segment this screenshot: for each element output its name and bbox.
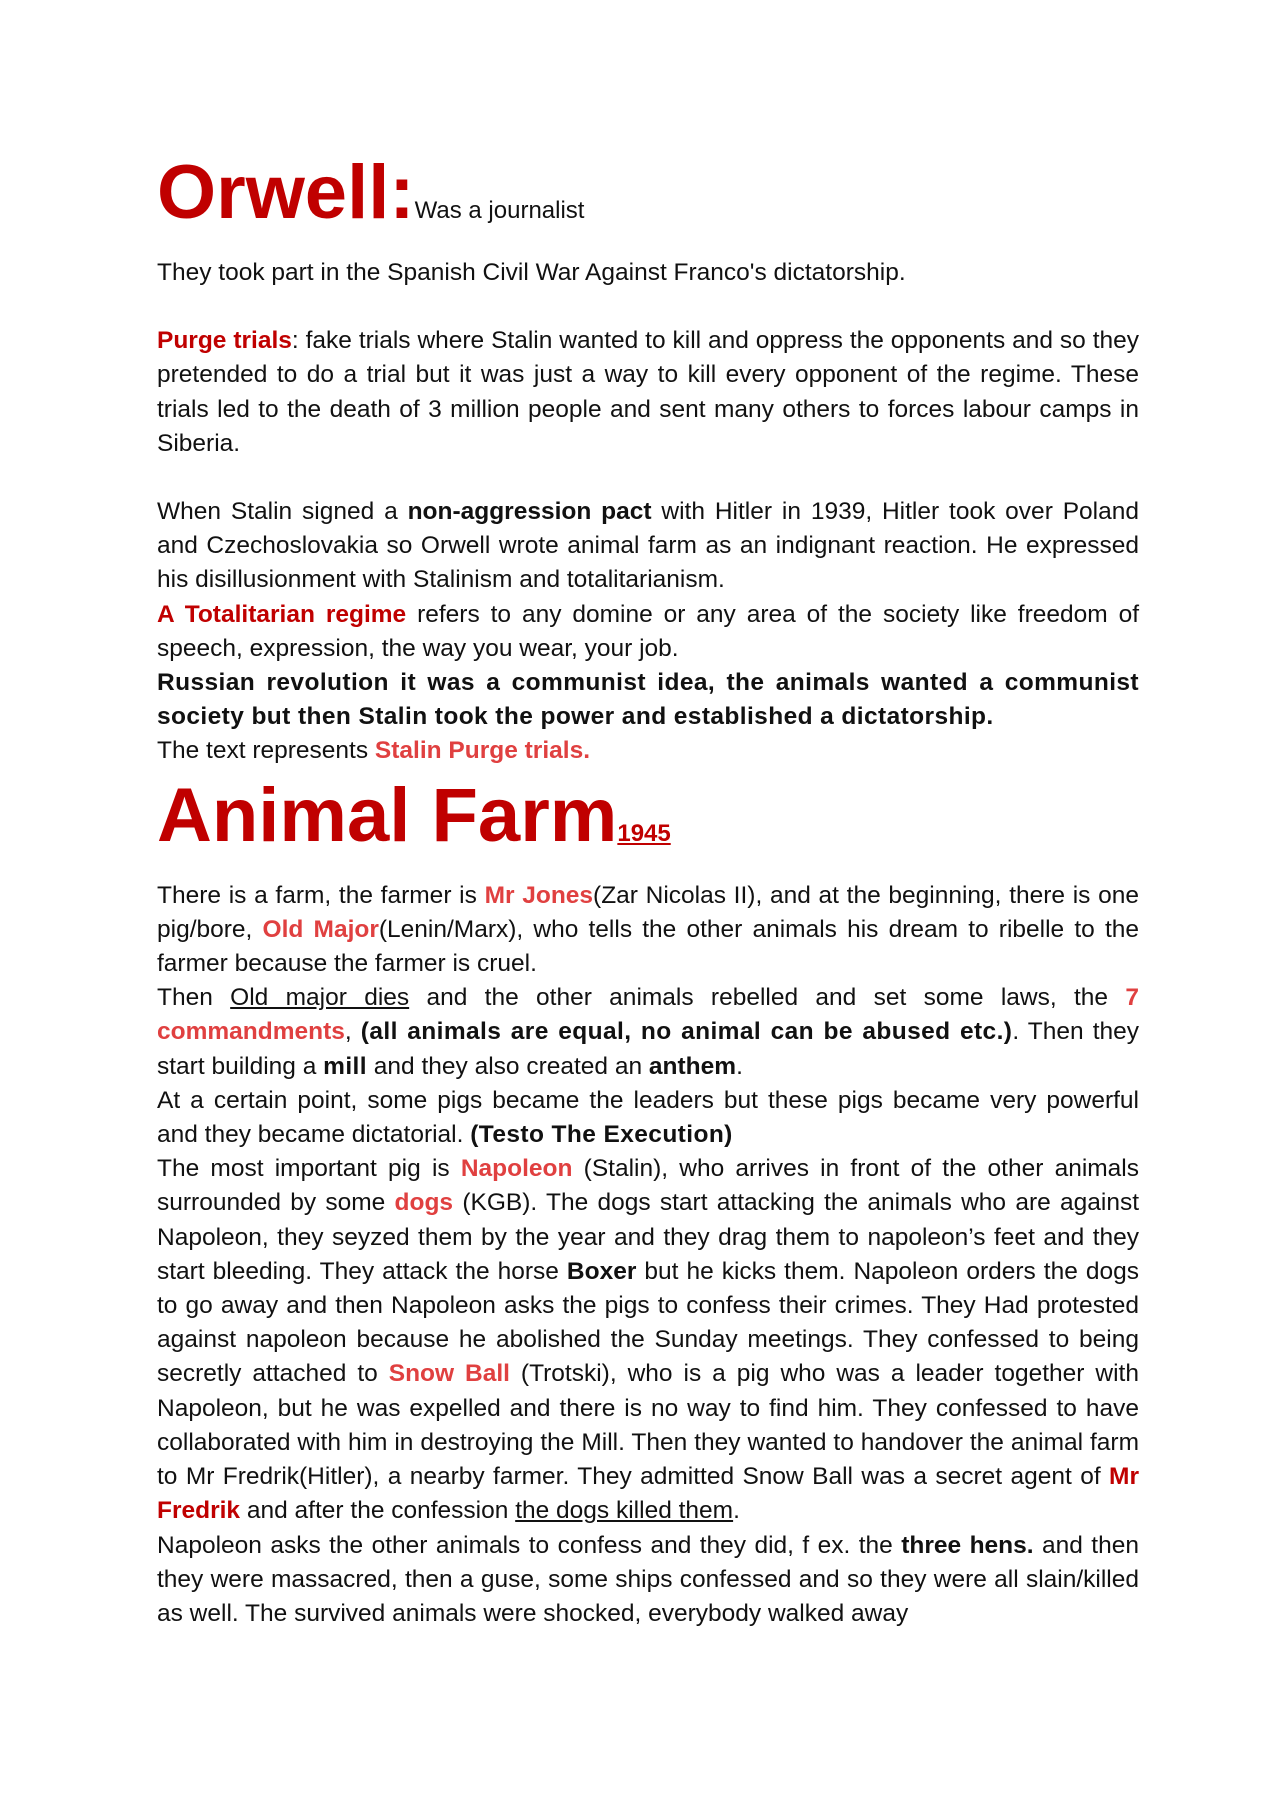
paragraph-russian-revolution: Russian revolution it was a communist idea, the animals wanted a communist society but then Stalin took the power and established a dictatorship. <box>157 669 1139 731</box>
term-boxer: Boxer <box>566 1257 637 1285</box>
farm-text-13: (KGB). The dogs start attacking the animals who are against Napoleon, they seyzed them by the year and they drag them to napoleon’s feet and they start bleeding. They attack the horse <box>157 1189 1139 1285</box>
pact-text-a: When Stalin signed a <box>157 498 408 526</box>
farm-text-12: (Stalin), who arrives in front of the other animals surrounded by some <box>157 1155 1140 1217</box>
farm-text-18: Napoleon asks the other animals to confess and they did, f ex. the <box>157 1531 902 1559</box>
farm-text-2: (Zar Nicolas II), and at the beginning, there is one pig/bore, <box>157 881 1140 943</box>
farm-text-10: At a certain point, some pigs became the leaders but these pigs became very powerful and they became dictatorial. <box>157 1086 1139 1149</box>
paragraph-purge-trials <box>157 324 1139 461</box>
term-anthem: anthem <box>648 1052 737 1080</box>
paragraph-napoleon <box>157 1152 1139 1528</box>
term-three-hens: three hens. <box>901 1531 1034 1559</box>
farm-text-17: . <box>733 1497 740 1525</box>
farm-text-11: The most important pig is <box>157 1155 461 1183</box>
term-old-major: Old Major <box>262 915 379 943</box>
commandments-laws: (all animals are equal, no animal can be abused etc.) <box>360 1018 1013 1046</box>
paragraph-spanish-war: They took part in the Spanish Civil War Against Franco's dictatorship. <box>157 259 906 286</box>
pact-text-b: with Hitler in 1939, Hitler took over Poland and Czechoslovakia so Orwell wrote animal farm as an indignant reaction. He expressed his disillusionment with Stalinism and totalitarianism. <box>157 498 1139 594</box>
farm-text-14: but he kicks them. Napoleon orders the dogs to go away and then Napoleon asks the pigs to confess their crimes. They Had protested against napoleon because he abolished the Sunday meetings. They confessed to being secretly attached to <box>157 1257 1139 1388</box>
paragraph-commandments <box>157 981 1139 1084</box>
farm-text-1: There is a farm, the farmer is <box>157 881 485 909</box>
farm-text-16: and after the confession <box>240 1497 516 1525</box>
purge-definition: : fake trials where Stalin wanted to kill and oppress the opponents and so they pretended to do a trial but it was just a way to kill every opponent of the regime. These trials led to the death of 3 million people and sent many others to forces labour camps in Siberia. <box>157 327 1139 457</box>
farm-text-4: Then <box>157 984 231 1012</box>
term-totalitarian-regime: A Totalitarian regime <box>157 600 407 628</box>
farm-text-9: . <box>736 1052 743 1080</box>
term-stalin-purge-trials: Stalin Purge trials. <box>374 737 591 765</box>
term-non-aggression-pact: non-aggression pact <box>407 498 652 526</box>
farm-text-8: and they also created an <box>366 1052 649 1080</box>
term-mill: mill <box>323 1052 367 1080</box>
old-major-dies: Old major dies <box>230 984 410 1012</box>
farm-text-7: . Then they start building a <box>157 1018 1139 1080</box>
term-7-commandments: 7 commandments <box>157 984 1139 1046</box>
term-purge-trials: Purge trials <box>157 327 292 355</box>
orwell-subtitle: Was a journalist <box>414 197 585 224</box>
farm-text-15: (Trotski), who is a pig who was a leader together with Napoleon, but he was expelled and there is no way to find him. They confessed to have collaborated with him in destroying the Mill. Then they wanted to handover the animal farm to Mr Fredrik(Hitler), a nearby farmer. They admitted Snow Ball was a secret agent of <box>157 1360 1139 1491</box>
farm-text-6: , <box>344 1018 361 1046</box>
farm-text-5: and the other animals rebelled and set some laws, the <box>409 984 1126 1012</box>
term-napoleon: Napoleon <box>460 1155 573 1183</box>
orwell-title: Orwell: <box>157 150 415 235</box>
farm-text-19: and then they were massacred, then a guse, some ships confessed and so they were all slain/killed as well. The survived animals were shocked, everybody walked away <box>157 1531 1139 1627</box>
totalitarian-definition: refers to any domine or any area of the society like freedom of speech, expression, the way you wear, your job. <box>157 600 1139 662</box>
term-dogs: dogs <box>394 1189 454 1217</box>
paragraph-farm-intro <box>157 879 1139 982</box>
term-snow-ball: Snow Ball <box>388 1360 510 1388</box>
animal-farm-title: Animal Farm <box>157 772 618 858</box>
testo-execution: (Testo The Execution) <box>470 1121 733 1149</box>
animal-farm-year: 1945 <box>617 819 671 847</box>
farm-text-3: (Lenin/Marx), who tells the other animals his dream to ribelle to the farmer because the farmer is cruel. <box>157 915 1140 978</box>
paragraph-pact <box>157 495 1139 598</box>
dogs-killed-them: the dogs killed them <box>515 1497 734 1525</box>
paragraph-confessions <box>157 1529 1139 1632</box>
paragraph-leaders <box>157 1084 1139 1152</box>
represents-text: The text represents <box>157 737 375 765</box>
paragraph-represents <box>157 734 1139 768</box>
term-mr-fredrik: Mr Fredrik <box>157 1463 1139 1525</box>
orwell-heading <box>157 150 1139 254</box>
term-mr-jones: Mr Jones <box>484 881 594 909</box>
animal-farm-heading <box>157 773 1139 877</box>
document-page <box>157 150 1139 1631</box>
paragraph-totalitarian <box>157 598 1139 666</box>
